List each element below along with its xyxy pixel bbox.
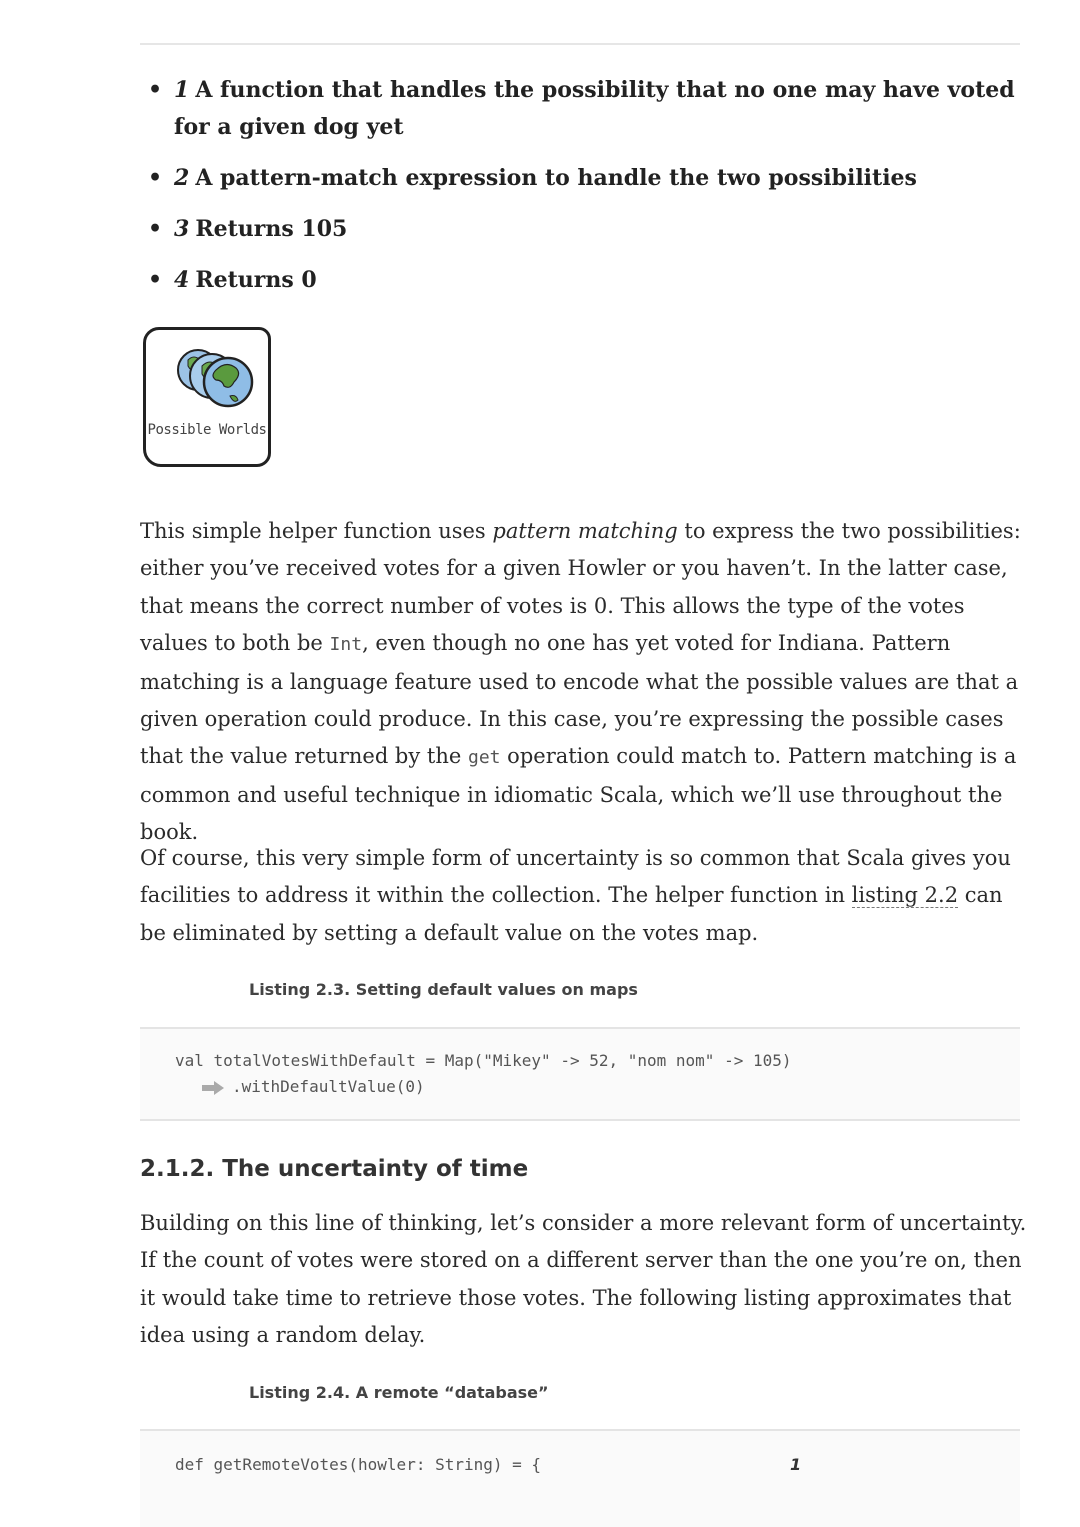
code-listing-2-4 [140,1429,1020,1527]
code-listing-2-3 [140,1027,1020,1121]
code-callout-number: 1 [790,1455,802,1474]
annotation-text: Returns 105 [195,216,348,242]
code-line: def getRemoteVotes(howler: String) = { [175,1455,542,1474]
listing-caption: Listing 2.3. Setting default values on maps [249,980,638,999]
annotation-number: 4 [174,267,190,293]
badge-label: Possible Worlds [147,422,267,438]
paragraph-uncertainty-of-time: Building on this line of thinking, let’s consider a more relevant form of uncertainty. If the count of votes were stored on a different server than the one you’re on, then it would take time to retrieve those votes. The following listing approximates that idea using a random delay. [140,1211,1027,1348]
code-annotations-list [140,72,1020,313]
paragraph-text: Of course, this very simple form of uncertainty is so common that Scala gives you facilities to address it within the collection. The helper function in [140,846,1011,908]
inline-code: get [467,747,501,769]
line-continuation-arrow-icon [202,1081,224,1095]
annotation-number: 3 [174,216,190,242]
code-line: .withDefaultValue(0) [232,1077,425,1096]
paragraph-text: can be eliminated by setting a default value on the votes map. [140,883,1003,945]
code-line: val totalVotesWithDefault = Map("Mikey" -> 52, "nom nom" -> 105) [175,1051,792,1070]
paragraph-text: This simple helper function uses [140,519,493,543]
annotation-number: 2 [174,165,190,191]
possible-worlds-badge [143,327,271,467]
annotation-item [140,211,1020,248]
annotation-item [140,72,1020,146]
paragraph-text: operation could match to. Pattern matching is a common and useful technique in idiomatic Scala, which we’ll use throughout the book. [140,744,1017,845]
paragraph-text: to express the two possibilities: either you’ve received votes for a given Howler or you haven’t. In the latter case, that means the correct number of votes is 0. This allows the type of the votes values to both be [140,519,1021,656]
annotation-text: Returns 0 [195,267,317,293]
annotation-item [140,262,1020,299]
annotation-text: A function that handles the possibility that no one may have voted for a given dog yet [174,77,1015,140]
globes-icon [160,340,260,420]
section-heading: 2.1.2. The uncertainty of time [140,1156,529,1182]
top-divider [140,43,1020,45]
annotation-number: 1 [174,77,190,103]
emphasis-text: pattern matching [492,519,678,543]
paragraph-text: , even though no one has yet voted for Indiana. Pattern matching is a language feature used to encode what the possible values are that a given operation could produce. In this case, you’re expressing the possible cases that the value returned by the [140,631,1019,769]
annotation-text: A pattern-match expression to handle the two possibilities [195,165,917,191]
listing-link[interactable]: listing 2.2 [851,883,959,908]
annotation-item [140,160,1020,197]
inline-code: Int [329,634,363,656]
paragraph-pattern-matching [140,513,1030,852]
paragraph-default-values [140,840,1030,952]
listing-caption: Listing 2.4. A remote “database” [249,1383,549,1402]
